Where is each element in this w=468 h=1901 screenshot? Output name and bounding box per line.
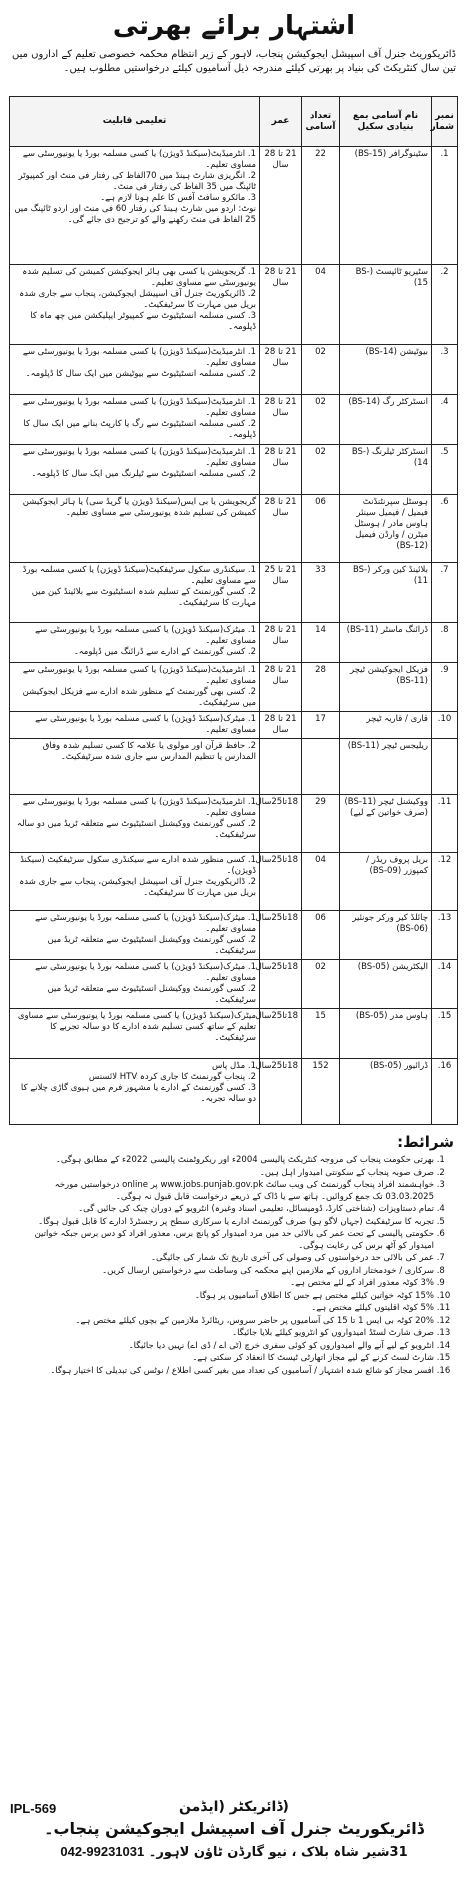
header-qual: تعلیمی قابلیت	[10, 97, 260, 147]
qualification-line: 2. کسی مسلمہ انسٹیٹیوٹ سے بیوٹیشن میں ایک سال کا ڈپلومہ۔	[25, 369, 256, 379]
condition-item: 10. 15% کوٹہ خواتین کیلئے مختص ہے جس کا اطلاق آسامیوں پر ہوگا۔	[12, 1291, 434, 1303]
row-qty: 06	[302, 495, 340, 563]
row-qty: 15	[302, 1009, 340, 1059]
qualification-line: 2. کسی مسلمہ انسٹیٹیوٹ سے رگ یا کارپٹ بنانے میں ایک سال کا ڈپلومہ۔	[23, 419, 256, 440]
address-text: 31شیر شاہ بلاک ، نیو گارڈن ٹاؤن لاہور۔	[148, 1845, 408, 1860]
qualification-line: 1. انٹرمیڈیٹ(سیکنڈ ڈویژن) یا کسی مسلمہ بورڈ یا یونیورسٹی سے مساوی تعلیم۔	[22, 797, 256, 818]
row-post: فزیکل ایجوکیشن ٹیچر (BS-11)	[340, 663, 432, 712]
table-header-row	[10, 97, 458, 147]
row-qualification	[10, 911, 260, 960]
condition-item: 15. شارٹ لسٹ کرنے کے لیے مجاز اتھارٹی ٹیسٹ کا انعقاد کر سکتی ہے۔	[12, 1353, 434, 1365]
row-post: سٹیریو ٹائپسٹ (BS-15)	[340, 265, 432, 345]
row-qualification	[10, 445, 260, 495]
row-qualification	[10, 1059, 260, 1125]
phone-number: 042-99231031	[60, 1844, 145, 1859]
table-row	[10, 1009, 458, 1059]
row-qty: 29	[302, 795, 340, 853]
row-qty: 04	[302, 853, 340, 911]
row-qualification	[10, 623, 260, 663]
row-age: 21 تا 25 سال	[260, 563, 302, 623]
row-post: ڈرائنگ ماسٹر (BS-11)	[340, 623, 432, 663]
qualification-line: 1. کسی منظور شدہ ادارے سے سیکنڈری سکول سرٹیفکیٹ (سیکنڈ ڈویژن)۔	[20, 855, 256, 876]
qualification-line: 1. انٹرمیڈیٹ(سیکنڈ ڈویژن) یا کسی مسلمہ بورڈ یا یونیورسٹی سے مساوی تعلیم۔	[22, 447, 256, 468]
qualification-line: میٹرک(سیکنڈ ڈویژن) یا کسی مسلمہ بورڈ یا یونیورسٹی سے مساوی تعلیم کے ساتھ کسی تسلیم شدہ ادارے کا دو سالہ تجربے کا سرٹیفکیٹ۔	[17, 1011, 256, 1043]
row-qty: 02	[302, 445, 340, 495]
qualification-line: 1. انٹرمیڈیٹ(سیکنڈ ڈویژن) یا کسی مسلمہ بورڈ یا یونیورسٹی سے مساوی تعلیم۔	[22, 665, 256, 686]
qualification-line: 1. سیکنڈری سکول سرٹیفکیٹ(سیکنڈ ڈویژن) یا کسی مسلمہ بورڈ سے مساوی تعلیم۔	[22, 565, 256, 586]
qualification-line: 1. میٹرک(سیکنڈ ڈویژن) یا کسی مسلمہ بورڈ یا یونیورسٹی سے مساوی تعلیم۔	[35, 962, 256, 983]
qualification-line: 2. کسی مسلمہ انسٹیٹیوٹ سے ٹیلرنگ میں ایک سال کا ڈپلومہ۔	[31, 469, 256, 479]
qualification-line: 2. کسی گورنمنٹ کے تسلیم شدہ انسٹیٹیوٹ سے بلائینڈ کین میں مہارت کا سرٹیفکیٹ۔	[31, 587, 256, 608]
condition-item: 6. حکومتی پالیسی کے تحت عمر کی بالائی حد میں مرد امیدوار کو پانچ برس، معذور افراد کو دس برس جبکہ خواتین امیدوار کو آٹھ برس کی رعایت ہوگی۔	[12, 1229, 434, 1252]
row-post: ریلیجس ٹیچر (BS-11)	[340, 739, 432, 795]
condition-item: 13. صرف شارٹ لسٹڈ امیدواروں کو انٹرویو کیلئے بلایا جائیگا۔	[12, 1328, 434, 1340]
row-qty: 152	[302, 1059, 340, 1125]
qualification-line: 2. کسی گورنمنٹ کے ادارے سے ڈرائنگ میں ڈپلومہ۔	[73, 647, 256, 657]
row-age: 21 تا 28 سال	[260, 147, 302, 265]
conditions-list	[6, 1155, 462, 1447]
row-post: انسٹرکٹر رگ (BS-14)	[340, 395, 432, 445]
condition-item: 12. 20% کوٹہ بی ایس 1 تا 15 کی آسامیوں پر حاضر سروس، ریٹائرڈ ملازمین کے بچوں کیلئے مختص ہے۔	[12, 1316, 434, 1328]
qualification-line: 3. کسی مسلمہ انسٹیٹیوٹ سے کمپیوٹر ایپلیکشن میں چھ ماہ کا ڈپلومہ۔	[30, 311, 256, 332]
row-post: بلائینڈ کین ورکر (BS-11)	[340, 563, 432, 623]
qualification-line: 1. گریجویشن یا کسی بھی ہائر ایجوکیشن کمیشن کی تسلیم شدہ یونیورسٹی سے مساوی تعلیم۔	[22, 267, 256, 288]
row-qty: 06	[302, 911, 340, 960]
office-name: ڈائریکوریٹ جنرل آف اسپیشل ایجوکیشن پنجاب۔	[44, 1819, 424, 1838]
ad-intro: ڈائریکوریٹ جنرل آف اسپیشل ایجوکیشن پنجاب، لاہور کے زیر انتظام محکمہ خصوصی تعلیم کے اداروں میں تین سال کنٹریکٹ کی بنیاد پر بھرتی کیلئے مندرجہ ذیل آسامیوں کیلئے درخواستیں مطلوب ہیں۔	[12, 49, 456, 74]
row-age: 18تا25سال	[260, 795, 302, 853]
row-age: 21 تا 28 سال	[260, 345, 302, 395]
row-qty: 17	[302, 712, 340, 739]
condition-item: 11. 5% کوٹہ اقلیتوں کیلئے مختص ہے۔	[12, 1303, 434, 1315]
table-row	[10, 739, 458, 795]
ipl-code: IPL-569	[10, 1801, 57, 1816]
row-num: 14.	[432, 960, 458, 1009]
row-age: 21 تا 28 سال	[260, 445, 302, 495]
condition-item: 5. تجربہ کا سرٹیفکیٹ (جہاں لاگو ہو) صرف گورنمنٹ ادارے یا سرکاری سطح پر رجسٹرڈ ادارے کا قابل قبول ہوگا۔	[12, 1217, 434, 1229]
table-row	[10, 1059, 458, 1125]
qualification-line: 3. کسی گورنمنٹ کے ادارے یا مشہور فرم میں ہیوی گاڑی چلانے کا دو سالہ تجربہ۔	[20, 1083, 256, 1104]
row-age: 18تا25سال	[260, 1009, 302, 1059]
row-age: 21 تا 28 سال	[260, 495, 302, 563]
row-age: 21 تا 28 سال	[260, 623, 302, 663]
condition-item: 1. بھرتی حکومت پنجاب کی مروجہ کنٹریکٹ پالیسی 2004ء اور ریکروٹمنٹ پالیسی 2022ء کے مطابق ہوگی۔	[12, 1155, 434, 1167]
qualification-line: 1. انٹرمیڈیٹ(سیکنڈ ڈویژن) یا کسی مسلمہ بورڈ یا یونیورسٹی سے مساوی تعلیم۔	[22, 397, 256, 418]
row-qty: 14	[302, 623, 340, 663]
row-qty: 02	[302, 960, 340, 1009]
row-qty: 28	[302, 663, 340, 712]
row-num: 10.	[432, 712, 458, 739]
table-row	[10, 563, 458, 623]
row-num: 16.	[432, 1059, 458, 1125]
row-post: ڈرائیور (BS-05)	[340, 1059, 432, 1125]
ad-footer	[6, 1797, 462, 1889]
qualification-line: 1. انٹرمیڈیٹ(سیکنڈ ڈویژن) یا کسی مسلمہ بورڈ یا یونیورسٹی سے مساوی تعلیم۔	[22, 347, 256, 368]
row-num: 7.	[432, 563, 458, 623]
row-num: 3.	[432, 345, 458, 395]
conditions-title: شرائط:	[397, 1133, 454, 1151]
row-post: ہوسٹل سپرنٹنڈنٹ فیمیل / فیمیل سینئر ہاوس مادر / ہوسٹل میٹرن / وارڈن فیمیل (BS-12)	[340, 495, 432, 563]
row-age: 18تا25سال	[260, 911, 302, 960]
table-row	[10, 445, 458, 495]
row-num: 4.	[432, 395, 458, 445]
header-num: نمبر شمار	[432, 97, 458, 147]
row-qualification	[10, 265, 260, 345]
row-qualification	[10, 345, 260, 395]
row-qualification	[10, 147, 260, 265]
row-age: 21 تا 28 سال	[260, 712, 302, 739]
row-qty	[302, 739, 340, 795]
row-age	[260, 739, 302, 795]
qualification-line: 2. پنجاب گورنمنٹ کا جاری کردہ HTV لائسنس	[88, 1072, 256, 1082]
row-num: 1.	[432, 147, 458, 265]
header-post: نام آسامی بمع بنیادی سکیل	[340, 97, 432, 147]
row-post: قاری / قاریہ ٹیچر	[340, 712, 432, 739]
row-post: چائلڈ کیر ورکر جونئیر (BS-06)	[340, 911, 432, 960]
condition-item: 9. 3% کوٹہ معذور افراد کے لئے مختص ہے۔	[12, 1278, 434, 1290]
qualification-line: 1. انٹرمیڈیٹ(سیکنڈ ڈویژن) یا کسی مسلمہ بورڈ یا یونیورسٹی سے مساوی تعلیم۔	[22, 149, 256, 170]
qualification-line: 2. کسی گورنمنٹ ووکیشنل انسٹیٹیوٹ سے متعلقہ ٹریڈ میں سرٹیفکیٹ۔	[47, 935, 256, 956]
row-post: بریل پروف ریڈر / کمپوزر (BS-09)	[340, 853, 432, 911]
qualification-line: 1. میٹرک(سیکنڈ ڈویژن) یا کسی مسلمہ بورڈ یا یونیورسٹی سے مساوی تعلیم۔	[35, 913, 256, 934]
row-num: 13.	[432, 911, 458, 960]
qualification-line: 2. انگریزی شارٹ ہینڈ میں 70الفاظ کی رفتار فی منٹ اور کمپیوٹر ٹائپنگ میں 35 الفاظ کی رفتار فی منٹ۔	[18, 171, 256, 192]
row-num: 15.	[432, 1009, 458, 1059]
row-post: الیکٹریشن (BS-05)	[340, 960, 432, 1009]
table-row	[10, 911, 458, 960]
row-post: بیوٹیشن (BS-14)	[340, 345, 432, 395]
row-post: سٹینوگرافر (BS-15)	[340, 147, 432, 265]
condition-item: 16. افسر مجاز کو شائع شدہ اشتہار / آسامیوں کی تعداد میں بغیر کسی اطلاع / نوٹس کی تبدیلی کا اختیار ہوگا۔	[12, 1366, 434, 1378]
table-row	[10, 795, 458, 853]
qualification-line: 1. مڈل پاس	[211, 1061, 256, 1071]
qualification-line: 2. کسی گورنمنٹ ووکیشنل انسٹیٹیوٹ سے متعلقہ ٹریڈ میں سرٹیفکیٹ۔	[47, 984, 256, 1005]
row-num: 6.	[432, 495, 458, 563]
table-row	[10, 265, 458, 345]
row-qualification	[10, 853, 260, 911]
row-num: 12.	[432, 853, 458, 911]
table-row	[10, 663, 458, 712]
condition-item: 4. تمام دستاویزات (شناختی کارڈ، ڈومیسائل، تعلیمی اسناد وغیرہ) انٹرویو کے دوران چیک کی جائیں گی۔	[12, 1204, 434, 1216]
header-qty: تعداد آسامی	[302, 97, 340, 147]
condition-item: 2. صرف صوبہ پنجاب کے سکونتی امیدوار اہل ہیں۔	[12, 1168, 434, 1180]
condition-item: 3. خواہشمند افراد پنجاب گورنمنٹ کی ویب سائٹ www.jobs.punjab.gov.pk پر online درخواستیں مورخہ 03.03.2025 تک جمع کروائیں۔ ہاتھ سے یا ڈاک کے ذریعے درخواست قابل قبول نہ ہوگی۔	[12, 1180, 434, 1203]
row-qty: 33	[302, 563, 340, 623]
row-qualification	[10, 795, 260, 853]
qualification-line: 2. حافظ قرآن اور مولوی یا علامہ کا کسی تسلیم شدہ وفاق المدارس یا تنظیم المدارس سے جاری شدہ سرٹیفکیٹ۔	[42, 741, 256, 762]
qualification-line: نوٹ: اردو میں شارٹ ہینڈ کی رفتار 60 فی منٹ اور اردو ٹائپنگ میں 25 الفاظ فی منٹ رکھنے والے کو ترجیح دی جائے گی۔	[14, 204, 256, 225]
qualification-line: 2. ڈائریکوریٹ جنرل آف اسپیشل ایجوکیشن، پنجاب سے جاری شدہ بریل میں مہارت کا سرٹیفکیٹ۔	[19, 289, 256, 310]
qualification-line: 1. میٹرک(سیکنڈ ڈویژن) یا کسی مسلمہ بورڈ یا یونیورسٹی سے مساوی تعلیم۔	[35, 714, 256, 735]
row-num: 5.	[432, 445, 458, 495]
ad-title: اشتہار برائے بھرتی	[112, 11, 356, 41]
table-row	[10, 395, 458, 445]
row-qualification	[10, 495, 260, 563]
row-qualification	[10, 960, 260, 1009]
table-row	[10, 147, 458, 265]
row-age: 21 تا 28 سال	[260, 265, 302, 345]
qualification-line: 1. میٹرک(سیکنڈ ڈویژن) یا کسی مسلمہ بورڈ یا یونیورسٹی سے مساوی تعلیم۔	[35, 625, 256, 646]
qualification-line: 2. کسی بھی گورنمنٹ کے منظور شدہ ادارے سے فزیکل ایجوکیشن میں سرٹیفکیٹ۔	[22, 687, 256, 708]
row-num	[432, 739, 458, 795]
table-row	[10, 623, 458, 663]
qualification-line: گریجویشن یا بی ایس(سیکنڈ ڈویژن یا گریڈ سی) یا ہائر ایجوکیشن کمیشن کی تسلیم شدہ یونیورسٹی سے مساوی تعلیم۔	[22, 497, 256, 518]
table-row	[10, 345, 458, 395]
condition-item: 14. انٹرویو کے لیے آنے والے امیدواروں کو کوئی سفری خرچ (ٹی اے / ڈی اے) نہیں دیا جائیگا۔	[12, 1341, 434, 1353]
row-qualification	[10, 395, 260, 445]
row-age: 18تا25سال	[260, 853, 302, 911]
table-row	[10, 853, 458, 911]
header-age: عمر	[260, 97, 302, 147]
row-qty: 22	[302, 147, 340, 265]
row-num: 9.	[432, 663, 458, 712]
row-qty: 02	[302, 395, 340, 445]
row-qualification	[10, 563, 260, 623]
office-address	[6, 1841, 462, 1864]
row-age: 21 تا 28 سال	[260, 395, 302, 445]
signer-title: (ڈائریکٹر (ایڈمن	[179, 1799, 289, 1815]
table-row	[10, 960, 458, 1009]
qualification-line: 3. مائکرو سافٹ آفس کا علم ہونا لازم ہے۔	[100, 193, 256, 203]
row-post: ووکیشنل ٹیچر (BS-11) (صرف خواتین کے لیے)	[340, 795, 432, 853]
row-qualification	[10, 739, 260, 795]
row-post: انسٹرکٹر ٹیلرنگ (BS-14)	[340, 445, 432, 495]
row-num: 2.	[432, 265, 458, 345]
row-qualification	[10, 712, 260, 739]
table-row	[10, 712, 458, 739]
qualification-line: 2. ڈائریکوریٹ جنرل آف اسپیشل ایجوکیشن، پنجاب سے جاری شدہ بریل میں مہارت کا سرٹیفکیٹ۔	[19, 877, 256, 898]
row-age: 21 تا 28 سال	[260, 663, 302, 712]
jobs-table	[9, 96, 458, 1125]
row-post: ہاوس مدر (BS-05)	[340, 1009, 432, 1059]
row-qty: 04	[302, 265, 340, 345]
advertisement-page	[6, 6, 462, 1889]
table-row	[10, 495, 458, 563]
condition-item: 7. عمر کی بالائی حد درخواستوں کی وصولی کی آخری تاریخ تک شمار کی جائیگی۔	[12, 1253, 434, 1265]
row-qualification	[10, 1009, 260, 1059]
row-qualification	[10, 663, 260, 712]
row-num: 8.	[432, 623, 458, 663]
row-age: 18تا25سال	[260, 960, 302, 1009]
row-qty: 02	[302, 345, 340, 395]
condition-item: 8. سرکاری / خودمختار اداروں کے ملازمین اپنے محکمہ کی وساطت سے درخواستیں ارسال کریں۔	[12, 1266, 434, 1278]
row-num: 11.	[432, 795, 458, 853]
jobs-table-body	[10, 147, 458, 1125]
qualification-line: 2. کسی گورنمنٹ ووکیشنل انسٹیٹیوٹ سے متعلقہ ٹریڈ میں دو سالہ سرٹیفکیٹ۔	[16, 819, 256, 840]
row-age: 18تا25سال	[260, 1059, 302, 1125]
